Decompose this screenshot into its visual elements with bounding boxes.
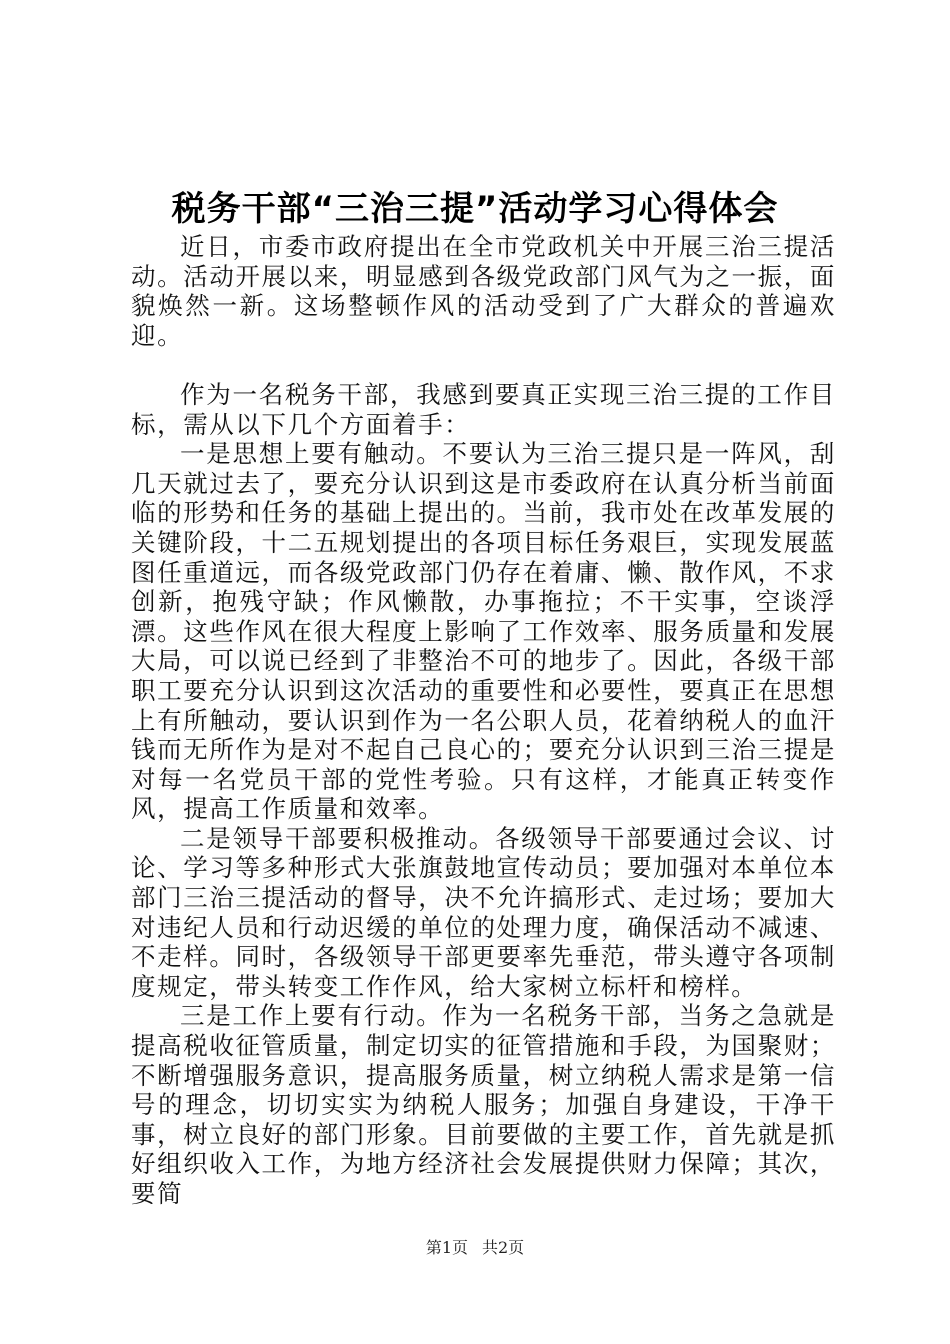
document-body xyxy=(131,232,836,1209)
page-number: 第1页 xyxy=(425,1238,468,1257)
paragraph-spacer xyxy=(131,350,836,380)
paragraph-intro: 近日，市委市政府提出在全市党政机关中开展三治三提活动。活动开展以来，明显感到各级党政部门风气为之一振，面貌焕然一新。这场整顿作风的活动受到了广大群众的普遍欢迎。 xyxy=(131,232,836,350)
paragraph-approach: 作为一名税务干部，我感到要真正实现三治三提的工作目标，需从以下几个方面着手： xyxy=(131,379,836,439)
paragraph-point-one: 一是思想上要有触动。不要认为三治三提只是一阵风，刮几天就过去了，要充分认识到这是市委政府在认真分析当前面临的形势和任务的基础上提出的。当前，我市处在改革发展的关键阶段，十二五规划提出的各项目标任务艰巨，实现发展蓝图任重道远，而各级党政部门仍存在着庸、懒、散作风，不求创新，抱残守缺；作风懒散，办事拖拉；不干实事，空谈浮漂。这些作风在很大程度上影响了工作效率、服务质量和发展大局，可以说已经到了非整治不可的地步了。因此，各级干部职工要充分认识到这次活动的重要性和必要性，要真正在思想上有所触动，要认识到作为一名公职人员，花着纳税人的血汗钱而无所作为是对不起自己良心的；要充分认识到三治三提是对每一名党员干部的党性考验。只有这样，才能真正转变作风，提高工作质量和效率。 xyxy=(131,439,836,824)
page-footer xyxy=(0,1238,950,1258)
paragraph-point-two: 二是领导干部要积极推动。各级领导干部要通过会议、讨论、学习等多种形式大张旗鼓地宣传动员；要加强对本单位本部门三治三提活动的督导，决不允许搞形式、走过场；要加大对违纪人员和行动迟缓的单位的处理力度，确保活动不减速、不走样。同时，各级领导干部更要率先垂范，带头遵守各项制度规定，带头转变工作作风，给大家树立标杆和榜样。 xyxy=(131,823,836,1001)
page-total: 共2页 xyxy=(482,1238,525,1257)
paragraph-point-three: 三是工作上要有行动。作为一名税务干部，当务之急就是提高税收征管质量，制定切实的征管措施和手段，为国聚财；不断增强服务意识，提高服务质量，树立纳税人需求是第一信号的理念，切切实实为纳税人服务；加强自身建设，干净干事，树立良好的部门形象。目前要做的主要工作，首先就是抓好组织收入工作，为地方经济社会发展提供财力保障；其次，要简 xyxy=(131,1001,836,1208)
document-title: 税务干部“三治三提”活动学习心得体会 xyxy=(171,189,779,229)
